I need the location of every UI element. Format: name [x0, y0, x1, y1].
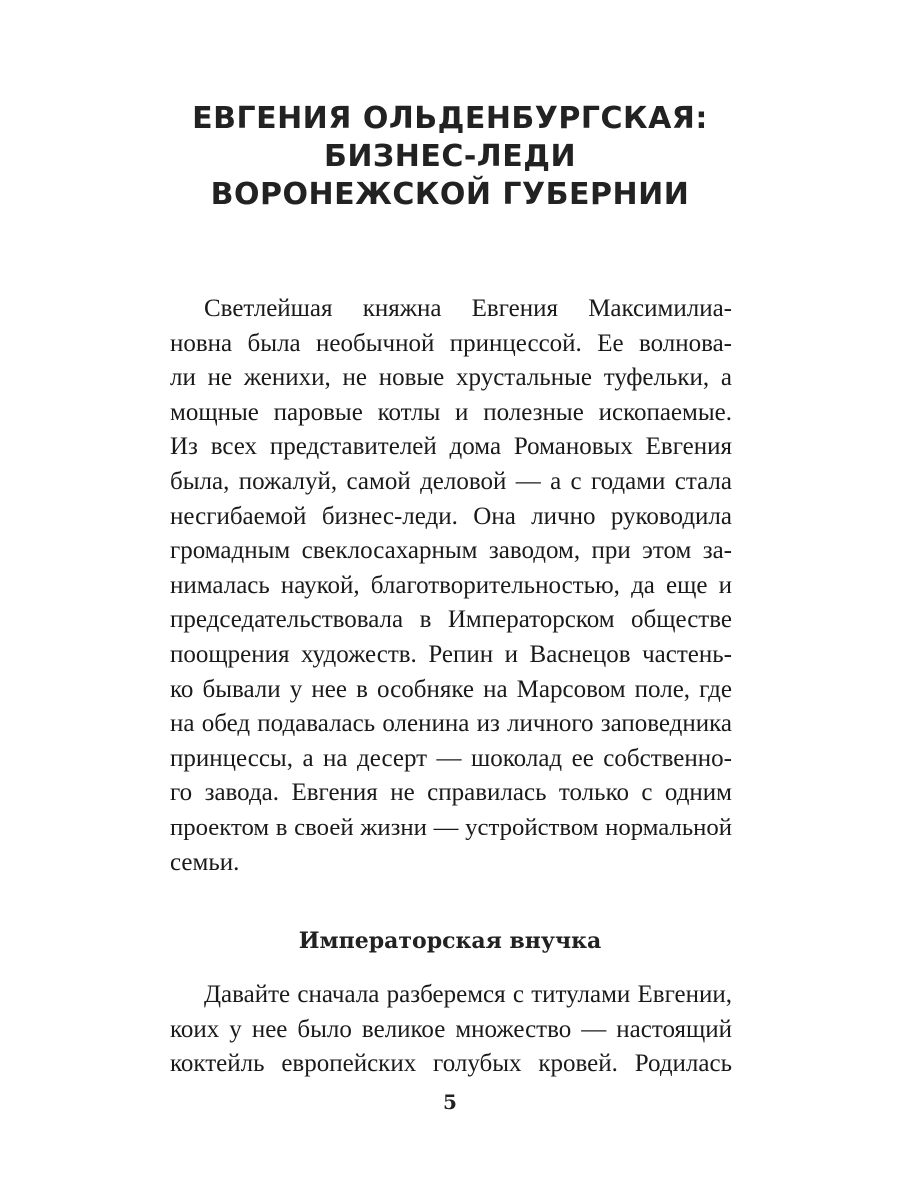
body-paragraph-section — [170, 978, 732, 1082]
text-line: несгибаемой бизнес-леди. Она лично руководила — [170, 502, 732, 530]
chapter-title — [150, 100, 750, 214]
text-line: Из всех представителей дома Романовых Евгения — [170, 433, 732, 461]
text-line: поощрения художеств. Репин и Васнецов частень- — [170, 640, 732, 668]
chapter-title-line: БИЗНЕС-ЛЕДИ — [323, 139, 577, 174]
page-number: 5 — [443, 1090, 457, 1114]
text-line: громадным свеклосахарным заводом, при этом за- — [170, 537, 732, 565]
text-line: ли не женихи, не новые хрустальные туфельки, а — [170, 364, 732, 392]
text-line: председательствовала в Императорском обществе — [170, 606, 732, 634]
text-line: была, пожалуй, самой деловой — а с годами стала — [170, 467, 732, 495]
text-line: проектом в своей жизни — устройством нормальной — [170, 813, 732, 841]
body-paragraph-intro — [170, 292, 732, 880]
text-line: коктейль европейских голубых кровей. Родилась — [170, 1050, 732, 1078]
text-line: Давайте сначала разберемся с титулами Евгении, — [204, 981, 732, 1008]
section-heading: Императорская внучка — [298, 928, 602, 954]
text-line: семьи. — [170, 848, 240, 876]
text-line: мощные паровые котлы и полезные ископаемые. — [170, 398, 732, 426]
chapter-title-line: ВОРОНЕЖСКОЙ ГУБЕРНИИ — [210, 177, 690, 212]
text-line: нималась наукой, благотворительностью, да еще и — [170, 571, 732, 599]
text-line: го завода. Евгения не справилась только с одним — [170, 779, 732, 807]
text-line: коих у нее было великое множество — настоящий — [170, 1015, 732, 1043]
chapter-title-line: ЕВГЕНИЯ ОЛЬДЕНБУРГСКАЯ: — [192, 101, 708, 136]
text-line: новна была необычной принцессой. Ее волнова- — [170, 329, 732, 357]
text-line: ко бывали у нее в особняке на Марсовом поле, где — [170, 675, 732, 703]
text-line: принцессы, а на десерт — шоколад ее собственно- — [170, 744, 732, 772]
text-line: Светлейшая княжна Евгения Максимилиа- — [204, 295, 732, 322]
text-line: на обед подавалась оленина из личного заповедника — [170, 710, 732, 738]
